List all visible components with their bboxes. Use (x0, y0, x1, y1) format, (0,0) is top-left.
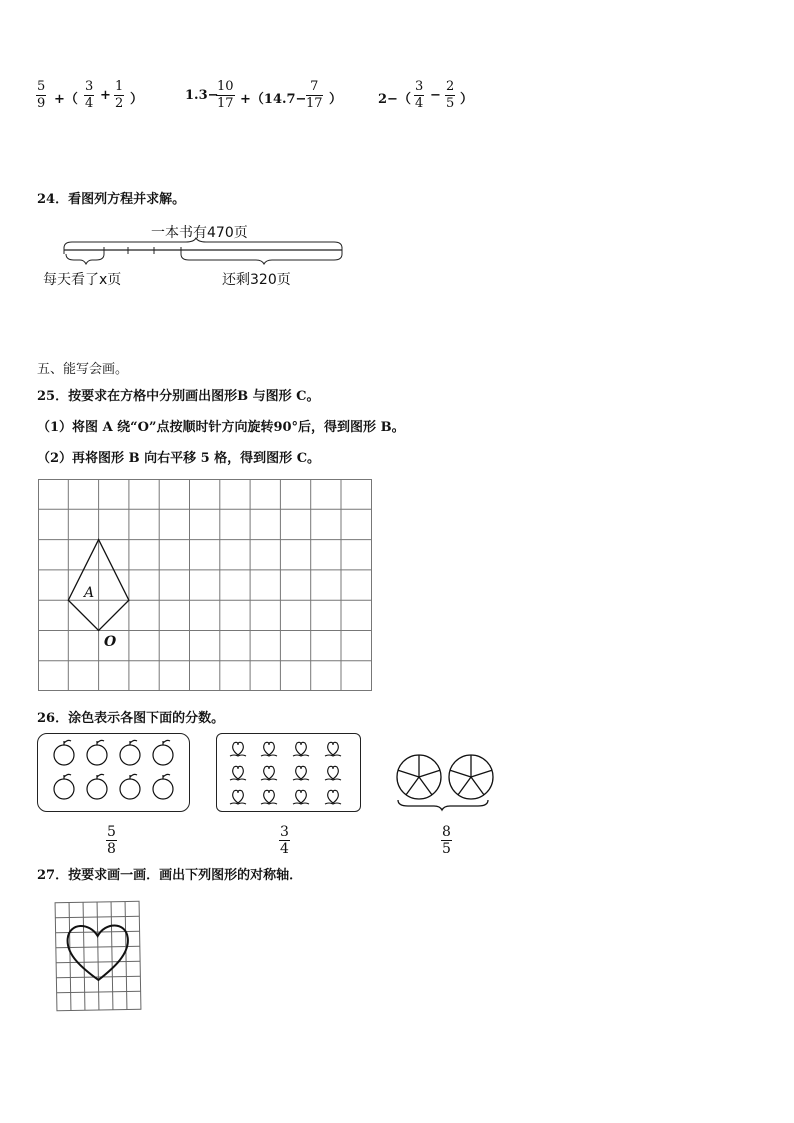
daily-pages-label: 每天看了x页 (43, 272, 122, 288)
segment-diagram (36, 220, 356, 290)
fraction: $\frac{5}{9}$ (37, 79, 46, 111)
operator: + (100, 88, 111, 103)
peach-icon (325, 766, 341, 780)
peach-icons (222, 737, 352, 809)
peach-icon (293, 790, 309, 804)
fraction-three-quarters: $\frac{3}{4}$ (280, 824, 289, 857)
apple-icon (54, 774, 74, 799)
point-o-label: O (104, 634, 117, 650)
peach-icon (261, 766, 277, 780)
peach-icon (261, 790, 277, 804)
peach-icon (230, 742, 246, 756)
apple-icon (87, 740, 107, 765)
pie-circles (394, 752, 504, 812)
fraction: $\frac{7}{17}$ (306, 79, 323, 111)
peach-icon (230, 790, 246, 804)
fraction: $\frac{2}{5}$ (446, 79, 455, 111)
remaining-pages-label: 还剩320页 (222, 272, 291, 288)
shape-a-label: A (84, 585, 95, 601)
peach-icon (293, 766, 309, 780)
fraction: $\frac{1}{2}$ (115, 79, 124, 111)
section-title: 五、能写会画。 (37, 362, 129, 377)
operator: ） (460, 92, 474, 107)
fraction: $\frac{3}{4}$ (415, 79, 424, 111)
operator: ） (130, 92, 144, 107)
question-25-step1: （1）将图 A 绕“O”点按顺时针方向旋转90°后，得到图形 B。 (37, 420, 405, 435)
peach-icon (325, 790, 341, 804)
fraction-eight-fifths: $\frac{8}{5}$ (442, 824, 451, 857)
operator: +（14.7− (240, 92, 307, 107)
peach-icon (325, 742, 341, 756)
peach-icon (261, 742, 277, 756)
apple-icon (153, 740, 173, 765)
operator: ） (329, 92, 343, 107)
apple-icon (153, 774, 173, 799)
question-26-title: 26．涂色表示各图下面的分数。 (37, 711, 225, 726)
fraction-five-eighths: $\frac{5}{8}$ (107, 824, 116, 857)
fraction: $\frac{3}{4}$ (85, 79, 94, 111)
pie-circle-icon (449, 755, 493, 799)
apple-icon (54, 740, 74, 765)
peach-icon (293, 742, 309, 756)
operator: +（ (54, 92, 78, 107)
peach-icon (230, 766, 246, 780)
pie-circle-icon (397, 755, 441, 799)
operator: 1.3− (185, 88, 219, 103)
apple-icon (87, 774, 107, 799)
question-25-step2: （2）再将图形 B 向右平移 5 格，得到图形 C。 (37, 451, 321, 466)
fraction: $\frac{10}{17}$ (217, 79, 234, 111)
question-27-title: 27．按要求画一画．画出下列图形的对称轴． (37, 868, 303, 883)
question-24-title: 24．看图列方程并求解。 (37, 192, 186, 207)
total-pages-label: 一本书有470页 (151, 225, 248, 241)
question-25-title: 25．按要求在方格中分别画出图形B 与图形 C。 (37, 389, 320, 404)
apple-icon (120, 740, 140, 765)
heart-grid (52, 900, 144, 1012)
apple-icons (44, 737, 184, 807)
operator: − (430, 88, 441, 103)
operator: 2−（ (378, 92, 411, 107)
apple-icon (120, 774, 140, 799)
